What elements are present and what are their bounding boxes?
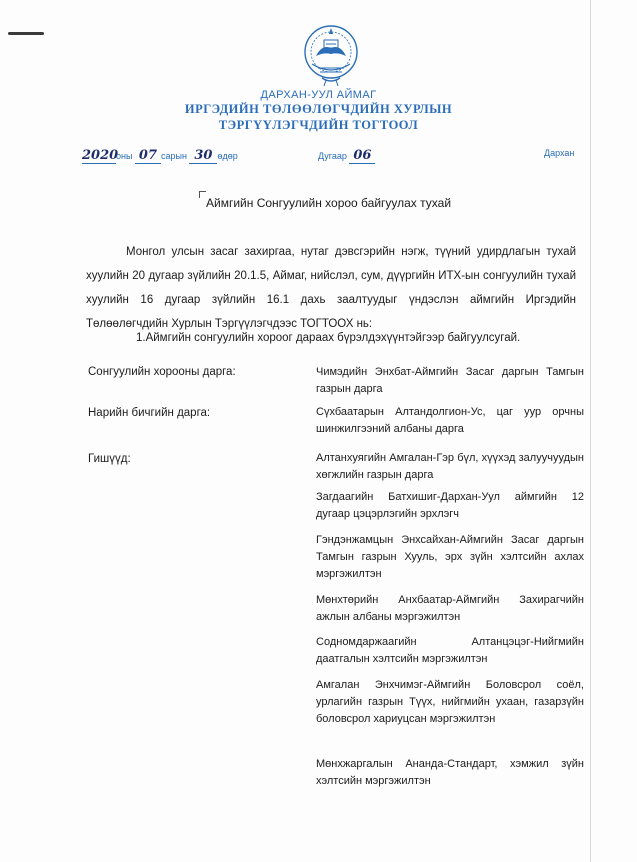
- member-entry: Содномдаржаагийн Алтанцэцэг-Нийгмийн даатгалын хэлтсийн мэргэжилтэн: [316, 636, 584, 665]
- state-emblem-icon: [302, 22, 360, 88]
- number-label: Дугаар: [318, 151, 347, 161]
- member-entry: Чимэдийн Энхбат-Аймгийн Засаг даргын Тамгын газрын дарга: [316, 366, 584, 395]
- title-bracket: [199, 191, 206, 198]
- document-number: [318, 148, 375, 164]
- date-year-suffix: оны: [116, 151, 133, 161]
- member-entry: Загдаагийн Батхишиг-Дархан-Уул аймгийн 12 дугаар цэцэрлэгийн эрхлэгч: [316, 491, 584, 520]
- date-month: 07: [135, 148, 161, 164]
- date-day-suffix: өдөр: [217, 151, 238, 161]
- date-year: 2020: [82, 148, 119, 163]
- place: Дархан: [544, 148, 575, 158]
- member-entry: Гэндэнжамцын Энхсайхан-Аймгийн Засаг даргын Тамгын газрын Хууль, эрх зүйн хэлтсийн ахлах мэргэжилтэн: [316, 534, 584, 580]
- member-entry: Мөнхтөрийн Анхбаатар-Аймгийн Захирагчийн ажлын албаны мэргэжилтэн: [316, 594, 584, 623]
- number-value: 06: [349, 148, 375, 164]
- member-entry: Сүхбаатарын Алтандолгион-Ус, цаг уур орчны шинжилгээний албаны дарга: [316, 406, 584, 435]
- role-members: Гишүүд:: [88, 453, 131, 465]
- date-day: 30: [189, 148, 217, 164]
- date-line: [82, 148, 238, 164]
- header-line-2: ТЭРГҮҮЛЭГЧДИЙН ТОГТООЛ: [218, 118, 419, 132]
- member-entry: Амгалан Энхчимэг-Аймгийн Боловсрол соёл, урлагийн газрын Түүх, нийгмийн ухаан, газарзүйн боловсрол хариуцсан мэргэжилтэн: [316, 679, 584, 725]
- preamble-paragraph: Монгол улсын засаг захиргаа, нутаг дэвсгэрийн нэгж, түүний удирдлагын тухай хуулийн 20 дугаар зүйлийн 20.1.5, Аймаг, нийслэл, сум, дүүргийн ИТХ-ын сонгуулийн тухай хуулийн 16 дугаар зүйлийн 16.1 дахь заалтуудыг үндэслэн аймгийн Иргэдийн Төлөөлөгчдийн Хурлын Тэргүүлэгчдээс ТОГТООХ нь:: [86, 246, 576, 330]
- role-secretary: Нарийн бичгийн дарга:: [88, 407, 211, 419]
- header-line-1: ИРГЭДИЙН ТӨЛӨӨЛӨГЧДИЙН ХУРЛЫН: [184, 102, 453, 116]
- role-chair: Сонгуулийн хорооны дарга:: [88, 366, 236, 378]
- date-month-suffix: сарын: [160, 151, 187, 161]
- member-entry: Мөнхжаргалын Ананда-Стандарт, хэмжил зүйн хэлтсийн мэргэжилтэн: [316, 758, 584, 787]
- scan-corner-mark: [8, 32, 44, 35]
- decision-item-1: 1.Аймгийн сонгуулийн хороог дараах бүрэлдэхүүнтэйгээр байгуулсугай.: [136, 332, 521, 344]
- member-entry: Алтанхуягийн Амгалан-Гэр бүл, хүүхэд залуучуудын хөгжлийн газрын дарга: [316, 452, 584, 481]
- header-aimag: ДАРХАН-УУЛ АЙМАГ: [260, 89, 377, 101]
- document-title: Аймгийн Сонгуулийн хороо байгуулах тухай: [206, 196, 452, 210]
